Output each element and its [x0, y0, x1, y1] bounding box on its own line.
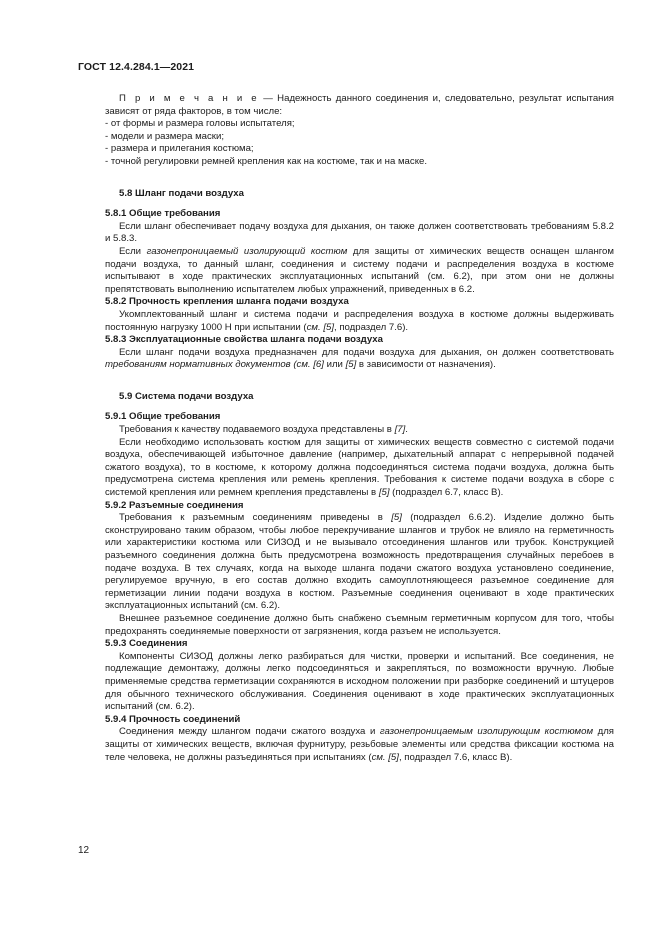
paragraph: [105, 437, 614, 500]
subsection-heading-5-8-3: 5.8.3 Эксплуатационные свойства шланга подачи воздуха: [105, 334, 383, 346]
text-run: для защиты от химических веществ оснащен шлангом подачи воздуха, то данный шланг, соединения и систему подачи и распределения воздуха в костюме испытывают в ходе практических эксплуатационных испытаний (см. 6.2), при этом они не должны препятствовать выполнению испытателем любых упражнений, приведенных в 6.2.: [105, 245, 614, 295]
subsection-heading-5-9-2: 5.9.2 Разъемные соединения: [105, 499, 244, 511]
note-list-item: - от формы и размера головы испытателя;: [105, 118, 295, 130]
note-list: [105, 118, 614, 168]
italic-term: газонепроницаемым изолирующим костюмом: [379, 726, 594, 738]
note-list-item: - размера и прилегания костюма;: [105, 143, 254, 155]
italic-reference: см. [5]: [371, 751, 399, 763]
paragraph: [105, 246, 614, 296]
text-run: Если: [119, 245, 147, 257]
paragraph: [105, 726, 614, 764]
text-run: или: [323, 359, 346, 371]
text-run: Требования к разъемным соединениям приведены в: [119, 512, 392, 524]
italic-reference: требованиям нормативных документов (см. [6]: [105, 359, 324, 371]
subsection-heading-5-9-1: 5.9.1 Общие требования: [105, 411, 221, 423]
subsection-heading-5-9-4: 5.9.4 Прочность соединений: [105, 713, 241, 725]
note-list-item: - модели и размера маски;: [105, 130, 225, 142]
text-run: для защиты от химических веществ, включая фурнитуру, резьбовые элементы или средства фиксации костюма на теле человека, не должны разъединяться при испытаниях (: [105, 726, 614, 763]
section-heading-5-8: 5.8 Шланг подачи воздуха: [119, 187, 244, 199]
italic-reference: см. [5]: [306, 321, 334, 333]
document-header: ГОСТ 12.4.284.1—2021: [78, 61, 195, 73]
paragraph: Компоненты СИЗОД должны легко разбираться для чистки, проверки и испытаний. Все соединения, не подлежащие демонтажу, должны легко подсоединяться и закрепляться, по возможности вручную. Любые применяемые средства герметизации сохраняются в исходном положении при разборке соединений и штуцеров для обычного технического обслуживания. Соединения оценивают в ходе практических эксплуатационных испытаний (см. 6.2).: [105, 650, 614, 713]
text-run: Если шланг подачи воздуха предназначен для подачи воздуха для дыхания, он должен соответствовать: [119, 346, 614, 358]
text-run: Соединения между шлангом подачи сжатого воздуха и: [119, 726, 380, 738]
text-run: Если необходимо использовать костюм для защиты от химических веществ совместно с системой подачи воздуха, обеспечивающей избыточное давление (например, дыхательный аппарат с непрерывной подачей сжатого воздуха), то в костюме, к которому должна подсоединяться система подачи воздуха, должна быть предусмотрена система крепления или ремень крепления. Требования к системе подачи воздуха в сборе с системой крепления или ремнем крепления представлены в: [105, 436, 614, 499]
note-paragraph: [105, 93, 614, 118]
note-label: П р и м е ч а н и е: [119, 93, 260, 104]
section-heading-5-9: 5.9 Система подачи воздуха: [119, 390, 254, 402]
text-run: Укомплектованный шланг и система подачи и распределения воздуха в костюме должны выдерживать постоянную нагрузку 1000 Н при испытании (: [105, 308, 614, 333]
paragraph: Если шланг обеспечивает подачу воздуха для дыхания, он также должен соответствовать требованиям 5.8.2 и 5.8.3.: [105, 220, 614, 245]
italic-reference: [7]: [394, 424, 406, 436]
paragraph: [105, 309, 614, 334]
paragraph: [105, 347, 614, 372]
text-run: (подраздел 6.7, класс В).: [389, 487, 504, 499]
italic-reference: [5]: [391, 512, 402, 524]
italic-reference: [5]: [378, 487, 390, 499]
text-run: в зависимости от назначения).: [356, 359, 496, 371]
page-number: 12: [78, 845, 90, 856]
text-run: (подраздел 6.6.2). Изделие должно быть сконструировано таким образом, чтобы любое перекручивание шлангов и трубок не влияло на герметичность или характеристики костюма или СИЗОД и не вызывало отсоединения шлангов или трубок. Конструкцией разъемного соединения должна быть предусмотрена возможность предотвращения случайных перебоев в подаче воздуха. В тех случаях, когда на выходе шланга подачи сжатого воздуха установлено соединение, регулируемое вручную, в его состав должно входить самоуплотняющееся разъемное соединение для герметизации линии подачи воздуха в костюм. Разъемные соединения оценивают в ходе практических эксплуатационных испытаний (см. 6.2).: [105, 512, 614, 612]
italic-reference: [5]: [345, 359, 357, 371]
text-run: .: [405, 424, 408, 436]
note-text: — Надежность данного соединения и, следовательно, результат испытания зависят от ряда факторов, в том числе:: [105, 93, 615, 117]
subsection-heading-5-9-3: 5.9.3 Соединения: [105, 638, 188, 650]
text-run: Требования к качеству подаваемого воздуха представлены в: [119, 424, 395, 436]
italic-term: газонепроницаемый изолирующий костюм: [146, 245, 348, 257]
paragraph: [105, 424, 614, 437]
note-list-item: - точной регулировки ремней крепления как на костюме, так и на маске.: [105, 155, 427, 167]
paragraph: Внешнее разъемное соединение должно быть снабжено съемным герметичным корпусом для того, чтобы предохранять соединяемые поверхности от загрязнения, когда разъем не используется.: [105, 612, 614, 637]
text-run: , подраздел 7.6).: [334, 321, 409, 333]
text-run: , подраздел 7.6, класс В).: [398, 751, 513, 763]
paragraph: [105, 512, 614, 613]
subsection-heading-5-8-2: 5.8.2 Прочность крепления шланга подачи воздуха: [105, 296, 349, 308]
page-content: [105, 93, 614, 764]
subsection-heading-5-8-1: 5.8.1 Общие требования: [105, 208, 221, 220]
